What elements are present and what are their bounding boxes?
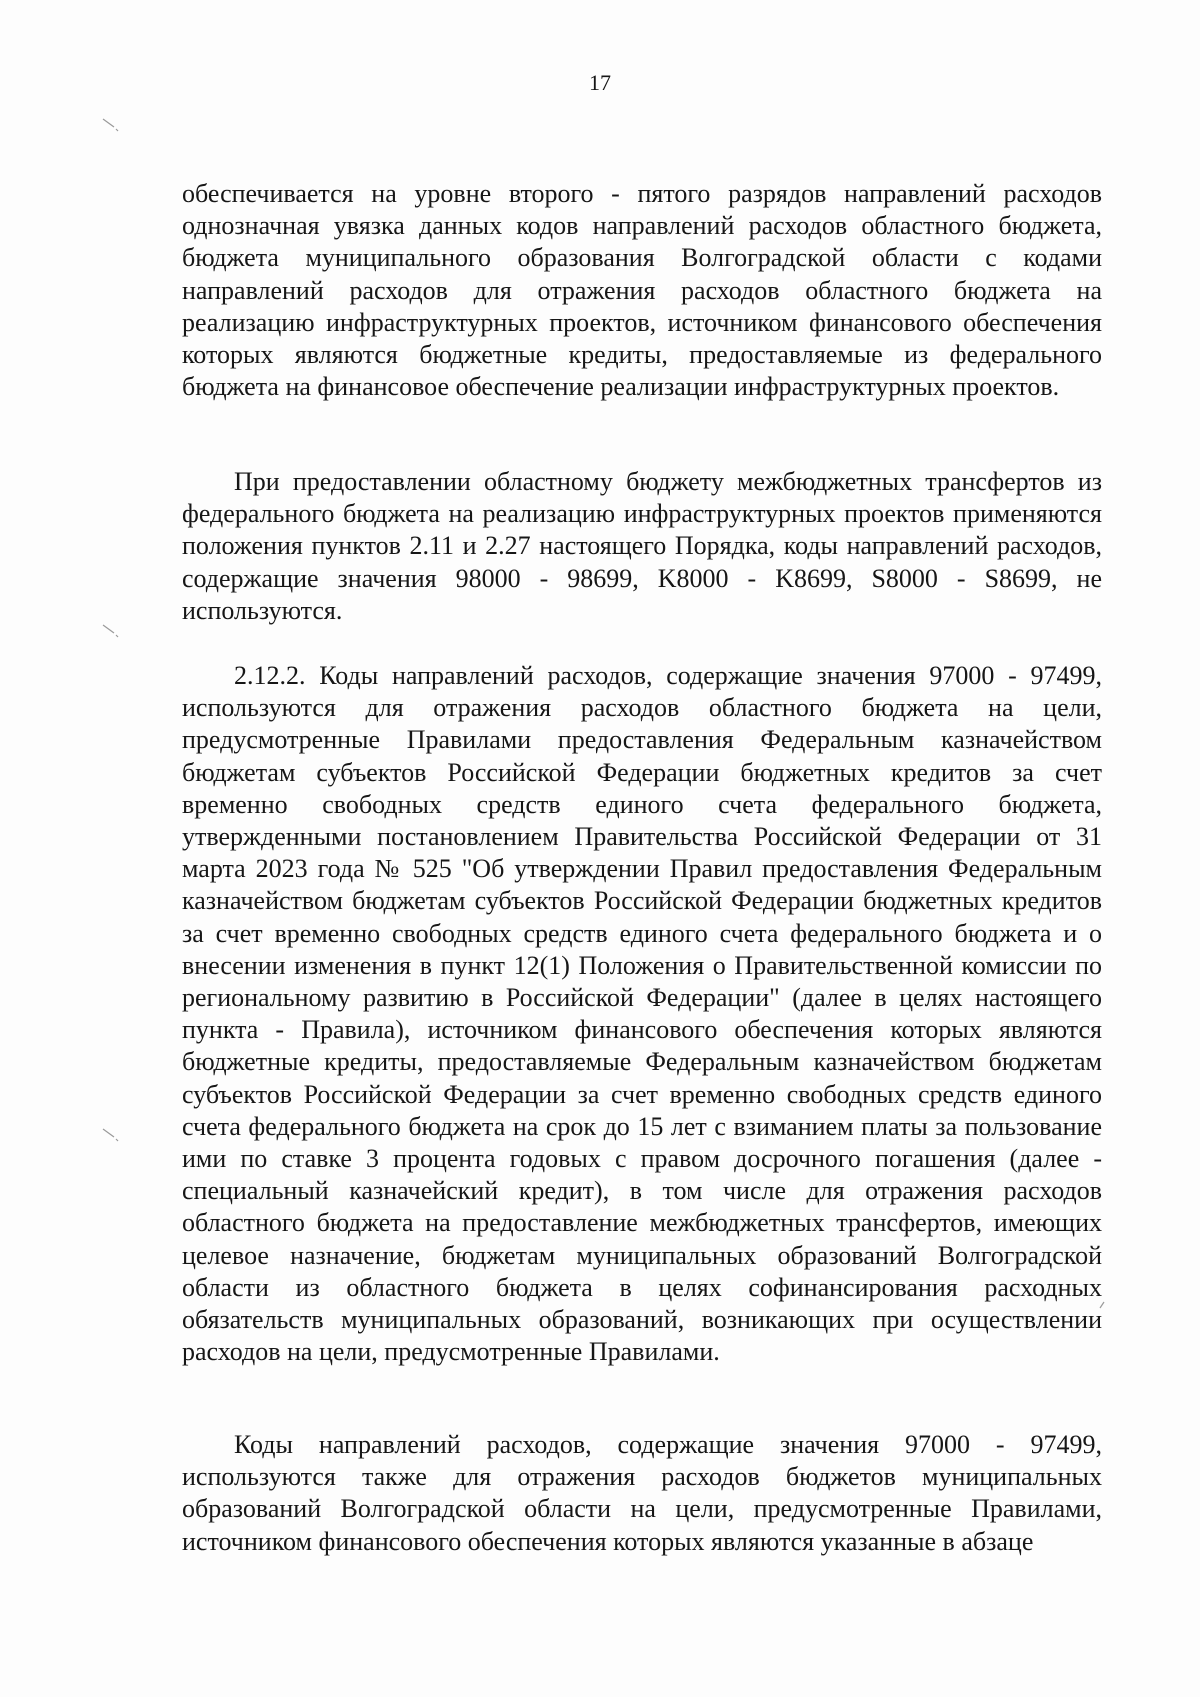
page-number: 17 xyxy=(589,70,611,95)
paragraph-2-12-2: 2.12.2. Коды направлений расходов, содержащие значения 97000 - 97499, используются для отражения расходов областного бюджета на цели, предусмотренные Правилами предоставления Федеральным казначейством бюджетам субъектов Российской Федерации бюджетных кредитов за счет временно свободных средств единого счета федерального бюджета, утвержденными постановлением Правительства Российской Федерации от 31 марта 2023 года № 525 "Об утверждении Правил предоставления Федеральным казначейством бюджетам субъектов Российской Федерации бюджетных кредитов за счет временно свободных средств единого счета федерального бюджета и о внесении изменения в пункт 12(1) Положения о Правительственной комиссии по региональному развитию в Российской Федерации" (далее в целях настоящего пункта - Правила), источником финансового обеспечения которых являются бюджетные кредиты, предоставляемые Федеральным казначейством бюджетам субъектов Российской Федерации за счет временно свободных средств единого счета федерального бюджета на срок до 15 лет с взиманием платы за пользование ими по ставке 3 процента годовых с правом досрочного погашения (далее - специальный казначейский кредит), в том числе для отражения расходов областного бюджета на предоставление межбюджетных трансфертов, имеющих целевое назначение, бюджетам муниципальных образований Волгоградской области из областного бюджета в целях софинансирования расходных обязательств муниципальных образований, возникающих при осуществлении расходов на цели, предусмотренные Правилами. xyxy=(182,661,1102,1367)
scan-mark xyxy=(102,1128,120,1142)
scan-mark xyxy=(1098,1296,1116,1310)
scan-mark xyxy=(102,118,120,132)
paragraph-municipal-budgets: Коды направлений расходов, содержащие значения 97000 - 97499, используются также для отражения расходов бюджетов муниципальных образований Волгоградской области на цели, предусмотренные Правилами, источником финансового обеспечения которых являются указанные в абзаце xyxy=(182,1430,1102,1556)
scan-mark xyxy=(102,624,120,638)
paragraph-interbudget-transfers: При предоставлении областному бюджету межбюджетных трансфертов из федерального бюджета на реализацию инфраструктурных проектов применяются положения пунктов 2.11 и 2.27 настоящего Порядка, коды направлений расходов, содержащие значения 98000 - 98699, K8000 - K8699, S8000 - S8699, не используются. xyxy=(182,467,1102,625)
paragraph-continuation: обеспечивается на уровне второго - пятого разрядов направлений расходов однозначная увязка данных кодов направлений расходов областного бюджета, бюджета муниципального образования Волгоградской области с кодами направлений расходов для отражения расходов областного бюджета на реализацию инфраструктурных проектов, источником финансового обеспечения которых являются бюджетные кредиты, предоставляемые из федерального бюджета на финансовое обеспечение реализации инфраструктурных проектов. xyxy=(182,179,1102,402)
